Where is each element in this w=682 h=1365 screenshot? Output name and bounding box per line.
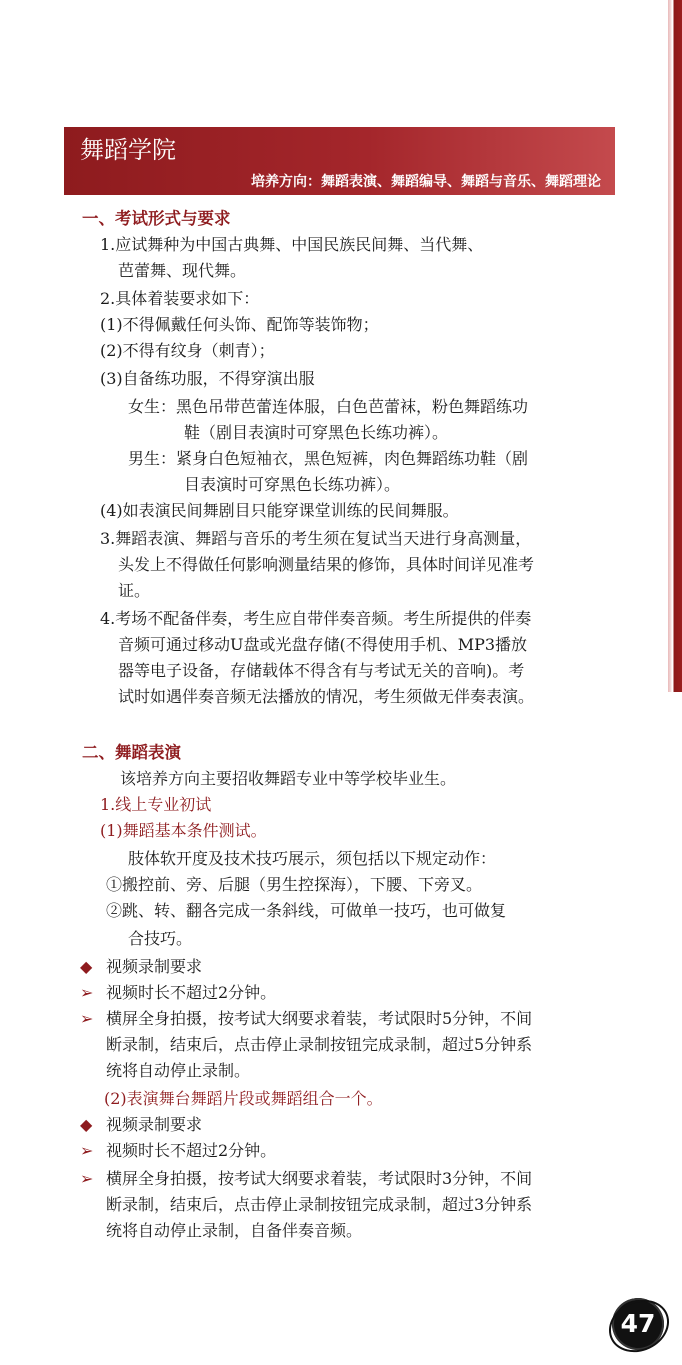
subheading-online-exam: 1.线上专业初试 bbox=[100, 795, 212, 814]
paragraph-line: 芭蕾舞、现代舞。 bbox=[118, 261, 247, 280]
arrow-bullet-icon: ➢ bbox=[80, 1169, 94, 1188]
paragraph-line: 鞋（剧目表演时可穿黑色长练功裤）。 bbox=[184, 423, 449, 442]
arrow-bullet-icon: ➢ bbox=[80, 1141, 94, 1160]
paragraph-line: 4.考场不配备伴奏，考生应自带伴奏音频。考生所提供的伴奏 bbox=[100, 609, 532, 628]
paragraph-line: 1.应试舞种为中国古典舞、中国民族民间舞、当代舞、 bbox=[100, 235, 484, 254]
section-heading-exam-format: 一、考试形式与要求 bbox=[82, 209, 231, 228]
bullet-text: 横屏全身拍摄，按考试大纲要求着装，考试限时3分钟，不间 bbox=[106, 1169, 533, 1188]
paragraph-line: (4)如表演民间舞剧目只能穿课堂训练的民间舞服。 bbox=[100, 501, 459, 520]
paragraph-line: 肢体软开度及技术技巧展示，须包括以下规定动作： bbox=[128, 849, 497, 868]
bullet-text: 视频时长不超过2分钟。 bbox=[106, 1141, 277, 1160]
paragraph-line: 男生：紧身白色短袖衣，黑色短裤，肉色舞蹈练功鞋（剧 bbox=[128, 449, 529, 468]
paragraph-line: 女生：黑色吊带芭蕾连体服，白色芭蕾袜，粉色舞蹈练功 bbox=[128, 397, 529, 416]
paragraph-line: 目表演时可穿黑色长练功裤）。 bbox=[184, 475, 401, 494]
page-number-badge bbox=[612, 1298, 664, 1350]
subheading-basic-test: (1)舞蹈基本条件测试。 bbox=[100, 821, 267, 840]
paragraph-line: 头发上不得做任何影响测量结果的修饰，具体时间详见准考 bbox=[118, 555, 535, 574]
page-number: 47 bbox=[620, 1309, 656, 1338]
arrow-bullet-icon: ➢ bbox=[80, 1009, 94, 1028]
paragraph-line: 音频可通过移动U盘或光盘存储(不得使用手机、MP3播放 bbox=[118, 635, 528, 654]
paragraph-line: 该培养方向主要招收舞蹈专业中等学校毕业生。 bbox=[120, 769, 457, 788]
paragraph-line: 证。 bbox=[118, 581, 151, 600]
paragraph-line: 器等电子设备，存储载体不得含有与考试无关的音响)。考 bbox=[118, 661, 525, 680]
paragraph-line: ②跳、转、翻各完成一条斜线，可做单一技巧，也可做复 bbox=[106, 901, 507, 920]
paragraph-line: (2)不得有纹身（刺青）； bbox=[100, 341, 275, 360]
paragraph-line: 试时如遇伴奏音频无法播放的情况，考生须做无伴奏表演。 bbox=[118, 687, 535, 706]
paragraph-line: 断录制，结束后，点击停止录制按钮完成录制，超过3分钟系 bbox=[106, 1195, 533, 1214]
bullet-video-requirements bbox=[80, 954, 202, 980]
bullet-text: 视频时长不超过2分钟。 bbox=[106, 983, 277, 1002]
paragraph-line: ①搬控前、旁、后腿（男生控探海），下腰、下旁叉。 bbox=[106, 875, 483, 894]
arrow-bullet-icon: ➢ bbox=[80, 983, 94, 1002]
bullet-text: 视频录制要求 bbox=[106, 1115, 203, 1134]
banner-title: 舞蹈学院 bbox=[80, 136, 176, 164]
paragraph-line: 断录制，结束后，点击停止录制按钮完成录制，超过5分钟系 bbox=[106, 1035, 533, 1054]
subheading-stage-performance: (2)表演舞台舞蹈片段或舞蹈组合一个。 bbox=[104, 1089, 383, 1108]
paragraph-line: 统将自动停止录制。 bbox=[106, 1061, 251, 1080]
section-banner bbox=[64, 127, 615, 195]
paragraph-line: (1)不得佩戴任何头饰、配饰等装饰物； bbox=[100, 315, 379, 334]
bullet-video-requirements bbox=[80, 1112, 202, 1138]
bullet-recording-instructions bbox=[80, 1166, 532, 1192]
bullet-video-duration bbox=[80, 980, 276, 1006]
bullet-text: 横屏全身拍摄，按考试大纲要求着装，考试限时5分钟，不间 bbox=[106, 1009, 533, 1028]
diamond-bullet-icon: ◆ bbox=[80, 957, 93, 976]
diamond-bullet-icon: ◆ bbox=[80, 1115, 93, 1134]
section-heading-dance-performance: 二、舞蹈表演 bbox=[82, 743, 181, 762]
paragraph-line: 2.具体着装要求如下： bbox=[100, 289, 260, 308]
bullet-video-duration bbox=[80, 1138, 276, 1164]
paragraph-line: 统将自动停止录制，自备伴奏音频。 bbox=[106, 1221, 363, 1240]
paragraph-line: (3)自备练功服，不得穿演出服 bbox=[100, 369, 315, 388]
right-edge-bar bbox=[668, 0, 682, 692]
paragraph-line: 合技巧。 bbox=[128, 929, 193, 948]
banner-subtitle: 培养方向：舞蹈表演、舞蹈编导、舞蹈与音乐、舞蹈理论 bbox=[251, 174, 601, 190]
paragraph-line: 3.舞蹈表演、舞蹈与音乐的考生须在复试当天进行身高测量， bbox=[100, 529, 532, 548]
bullet-recording-instructions bbox=[80, 1006, 532, 1032]
bullet-text: 视频录制要求 bbox=[106, 957, 203, 976]
